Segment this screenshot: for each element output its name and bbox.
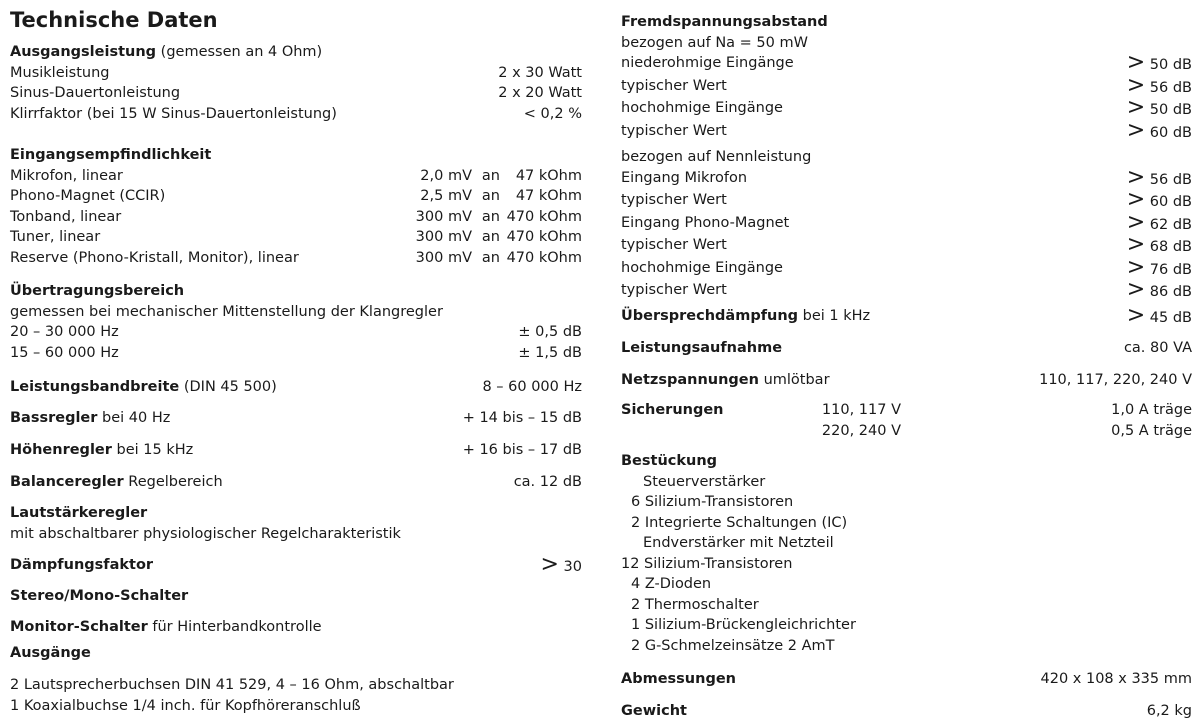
spec-label: typischer Wert <box>621 122 727 139</box>
fremd-section <box>621 12 1192 303</box>
spec-label: Musikleistung <box>10 64 110 81</box>
page-title: Technische Daten <box>10 8 218 32</box>
spec-row <box>621 254 1192 281</box>
spec-value: 6,2 kg <box>1146 703 1192 719</box>
spec-row <box>621 117 1192 144</box>
spec-label: typischer Wert <box>621 77 727 94</box>
section-subtitle: mit abschaltbarer physiologischer Regelcharakteristik <box>10 525 401 542</box>
spec-value: 86 dB <box>1149 284 1192 300</box>
spec-value: 0,5 A träge <box>1111 422 1192 439</box>
spec-value: + 14 bis – 15 dB <box>462 410 582 426</box>
spec-label: 15 – 60 000 Hz <box>10 344 119 361</box>
spec-amount: 2,0 mV <box>420 167 472 184</box>
section-note: bei 40 Hz <box>97 410 171 426</box>
list-item: Endverstärker mit Netzteil <box>643 535 834 551</box>
spec-row <box>10 186 582 207</box>
spec-label: Sinus-Dauertonleistung <box>10 85 181 101</box>
section-subtitle: bezogen auf Nennleistung <box>621 149 812 165</box>
spec-label: hochohmige Eingänge <box>621 259 783 276</box>
section-title: Leistungsaufnahme <box>621 340 783 356</box>
spec-label: Klirrfaktor (bei 15 W Sinus-Dauertonleistung) <box>10 105 337 122</box>
daempfung-row <box>10 552 582 578</box>
gewicht-row <box>621 701 1192 722</box>
section-title: Höhenregler <box>10 442 112 458</box>
spec-label: Eingang Phono-Magnet <box>621 214 790 231</box>
section-note: (DIN 45 500) <box>179 379 277 395</box>
spec-label: Reserve (Phono-Kristall, Monitor), linear <box>10 249 299 266</box>
bandbreite-row <box>10 377 582 398</box>
greater-than-symbol: > <box>1126 164 1146 190</box>
spec-an: an <box>481 188 500 204</box>
laut-section <box>10 503 582 544</box>
list-item: 4 Z-Dioden <box>631 576 712 592</box>
greater-than-symbol: > <box>1126 187 1146 212</box>
list-item: 1 Silizium-Brückengleichrichter <box>631 617 856 633</box>
section-title: Sicherungen <box>621 402 724 418</box>
list-item: Steuerverstärker <box>643 473 766 490</box>
section-title: Abmessungen <box>621 671 736 687</box>
sicherungen-section <box>621 400 1192 441</box>
spec-value: 2 x 30 Watt <box>498 64 582 81</box>
spec-row <box>621 187 1192 213</box>
hoehen-row <box>10 440 582 461</box>
section-title: Monitor-Schalter <box>10 619 148 635</box>
spec-value: ca. 12 dB <box>513 474 582 490</box>
spec-label: typischer Wert <box>621 192 727 208</box>
spec-value: 60 dB <box>1149 124 1192 141</box>
greater-than-symbol: > <box>1126 95 1146 120</box>
spec-row <box>621 95 1192 121</box>
spec-value: 470 kOhm <box>506 249 582 266</box>
section-title: Leistungsbandbreite <box>10 379 180 395</box>
section-title: Bassregler <box>10 410 98 426</box>
spec-an: an <box>481 229 500 245</box>
section-note: bei 1 kHz <box>798 308 871 324</box>
abmessungen-row <box>621 669 1192 690</box>
spec-row <box>621 421 1192 442</box>
spec-value: < 0,2 % <box>523 105 582 122</box>
section-title: Netzspannungen <box>621 372 759 388</box>
spec-row <box>621 72 1192 99</box>
spec-value: + 16 bis – 17 dB <box>462 442 582 458</box>
spec-value: 50 dB <box>1149 102 1192 118</box>
spec-row <box>621 209 1192 236</box>
bestueckung-section <box>621 451 1192 656</box>
section-subtitle: bezogen auf Na = 50 mW <box>621 34 808 51</box>
section-subtitle: gemessen bei mechanischer Mittenstellung der Klangregler <box>10 303 443 320</box>
spec-row <box>10 207 582 228</box>
spec-value: 56 dB <box>1149 79 1192 96</box>
list-item: 2 G-Schmelzeinsätze 2 AmT <box>631 637 835 654</box>
eingang-section <box>10 145 582 268</box>
spec-row <box>621 277 1192 303</box>
list-item: 12 Silizium-Transistoren <box>621 555 793 572</box>
spec-row <box>10 343 582 364</box>
spec-value: 30 <box>558 559 582 575</box>
spec-voltage: 220, 240 V <box>821 422 901 439</box>
list-item: 2 Thermoschalter <box>631 596 759 613</box>
section-note: umlötbar <box>758 372 830 388</box>
section-note: für Hinterbandkontrolle <box>147 619 322 635</box>
spec-value: 62 dB <box>1149 216 1192 233</box>
greater-than-symbol: > <box>1126 117 1146 143</box>
spec-label: Phono-Magnet (CCIR) <box>10 188 166 204</box>
spec-amount: 300 mV <box>415 249 472 266</box>
monitor-row <box>10 617 582 638</box>
greater-than-symbol: > <box>1126 72 1146 98</box>
spec-row <box>10 104 582 125</box>
spec-value: ± 1,5 dB <box>518 344 582 361</box>
spec-row <box>621 50 1192 76</box>
spec-value: 8 – 60 000 Hz <box>482 379 582 395</box>
spec-value: 68 dB <box>1149 239 1192 255</box>
spec-row <box>10 166 582 187</box>
spec-value: 110, 117, 220, 240 V <box>1039 372 1192 388</box>
spec-value: 47 kOhm <box>515 167 582 184</box>
spec-row <box>621 164 1192 191</box>
spec-row <box>10 322 582 343</box>
section-title: Balanceregler <box>10 474 124 490</box>
spec-label: Mikrofon, linear <box>10 167 123 184</box>
spec-value: 470 kOhm <box>506 229 582 245</box>
spec-label: 20 – 30 000 Hz <box>10 324 119 340</box>
section-title: Fremdspannungsabstand <box>621 14 828 30</box>
spec-label: typischer Wert <box>621 237 727 253</box>
section-note: Regelbereich <box>123 474 223 490</box>
list-item: 1 Koaxialbuchse 1/4 inch. für Kopfhöreranschluß <box>10 697 361 714</box>
bass-row <box>10 408 582 429</box>
section-note: bei 15 kHz <box>111 442 194 458</box>
spec-label: typischer Wert <box>621 282 727 298</box>
section-title: Eingangsempfindlichkeit <box>10 147 212 163</box>
spec-label: Tonband, linear <box>10 208 122 225</box>
greater-than-symbol: > <box>1126 50 1146 75</box>
spec-label: Tuner, linear <box>10 229 101 245</box>
spec-label: Eingang Mikrofon <box>621 169 748 186</box>
spec-amount: 2,5 mV <box>420 188 472 204</box>
ausgangsleistung-section <box>10 42 582 124</box>
netz-row <box>621 370 1192 391</box>
ausgaenge-list <box>10 675 582 716</box>
section-title: Lautstärkeregler <box>10 505 148 521</box>
section-title: Übertragungsbereich <box>10 283 185 299</box>
section-title: Dämpfungsfaktor <box>10 557 154 573</box>
spec-value: 50 dB <box>1149 57 1192 73</box>
section-title: Gewicht <box>621 703 687 719</box>
spec-row <box>10 227 582 248</box>
leistung-row <box>621 338 1192 359</box>
balance-row <box>10 472 582 493</box>
spec-value: 60 dB <box>1149 194 1192 210</box>
ausgaenge-title: Ausgänge <box>10 645 91 661</box>
spec-amount: 300 mV <box>415 208 472 225</box>
greater-than-symbol: > <box>1126 209 1146 235</box>
spec-value: 2 x 20 Watt <box>498 85 582 101</box>
spec-value: 76 dB <box>1149 261 1192 278</box>
spec-row <box>10 248 582 269</box>
spec-row <box>621 400 1192 421</box>
spec-value: 420 x 108 x 335 mm <box>1040 671 1192 687</box>
spec-voltage: 110, 117 V <box>821 402 901 418</box>
greater-than-symbol: > <box>1126 277 1146 302</box>
list-item: 6 Silizium-Transistoren <box>631 494 794 510</box>
spec-value: 47 kOhm <box>515 188 582 204</box>
list-item: 2 Integrierte Schaltungen (IC) <box>631 514 848 531</box>
greater-than-symbol: > <box>540 552 559 577</box>
section-title: Übersprechdämpfung <box>621 308 799 324</box>
spec-an: an <box>481 249 500 266</box>
list-item: 2 Lautsprecherbuchsen DIN 41 529, 4 – 16 Ohm, abschaltbar <box>10 677 454 693</box>
spec-label: niederohmige Eingänge <box>621 55 794 71</box>
greater-than-symbol: > <box>1126 254 1146 280</box>
section-title: Bestückung <box>621 453 718 469</box>
greater-than-symbol: > <box>1126 232 1146 257</box>
greater-than-symbol: > <box>1126 303 1146 328</box>
section-title: Ausgangsleistung <box>10 44 157 60</box>
spec-value: 470 kOhm <box>506 208 582 225</box>
spec-value: 1,0 A träge <box>1111 402 1192 418</box>
spec-value: ca. 80 VA <box>1123 340 1192 356</box>
spec-row <box>10 83 582 104</box>
spec-value: 56 dB <box>1149 171 1192 188</box>
uebersprech-row <box>621 303 1192 329</box>
stereo-row: Stereo/Mono-Schalter <box>10 588 189 604</box>
spec-value: ± 0,5 dB <box>518 324 582 340</box>
spec-row <box>10 63 582 84</box>
spec-an: an <box>481 208 500 225</box>
spec-value: 45 dB <box>1149 310 1192 326</box>
spec-an: an <box>481 167 500 184</box>
spec-amount: 300 mV <box>415 229 472 245</box>
uebertragung-section <box>10 281 582 363</box>
spec-row <box>621 232 1192 258</box>
section-note: (gemessen an 4 Ohm) <box>156 44 323 60</box>
spec-label: hochohmige Eingänge <box>621 100 783 116</box>
